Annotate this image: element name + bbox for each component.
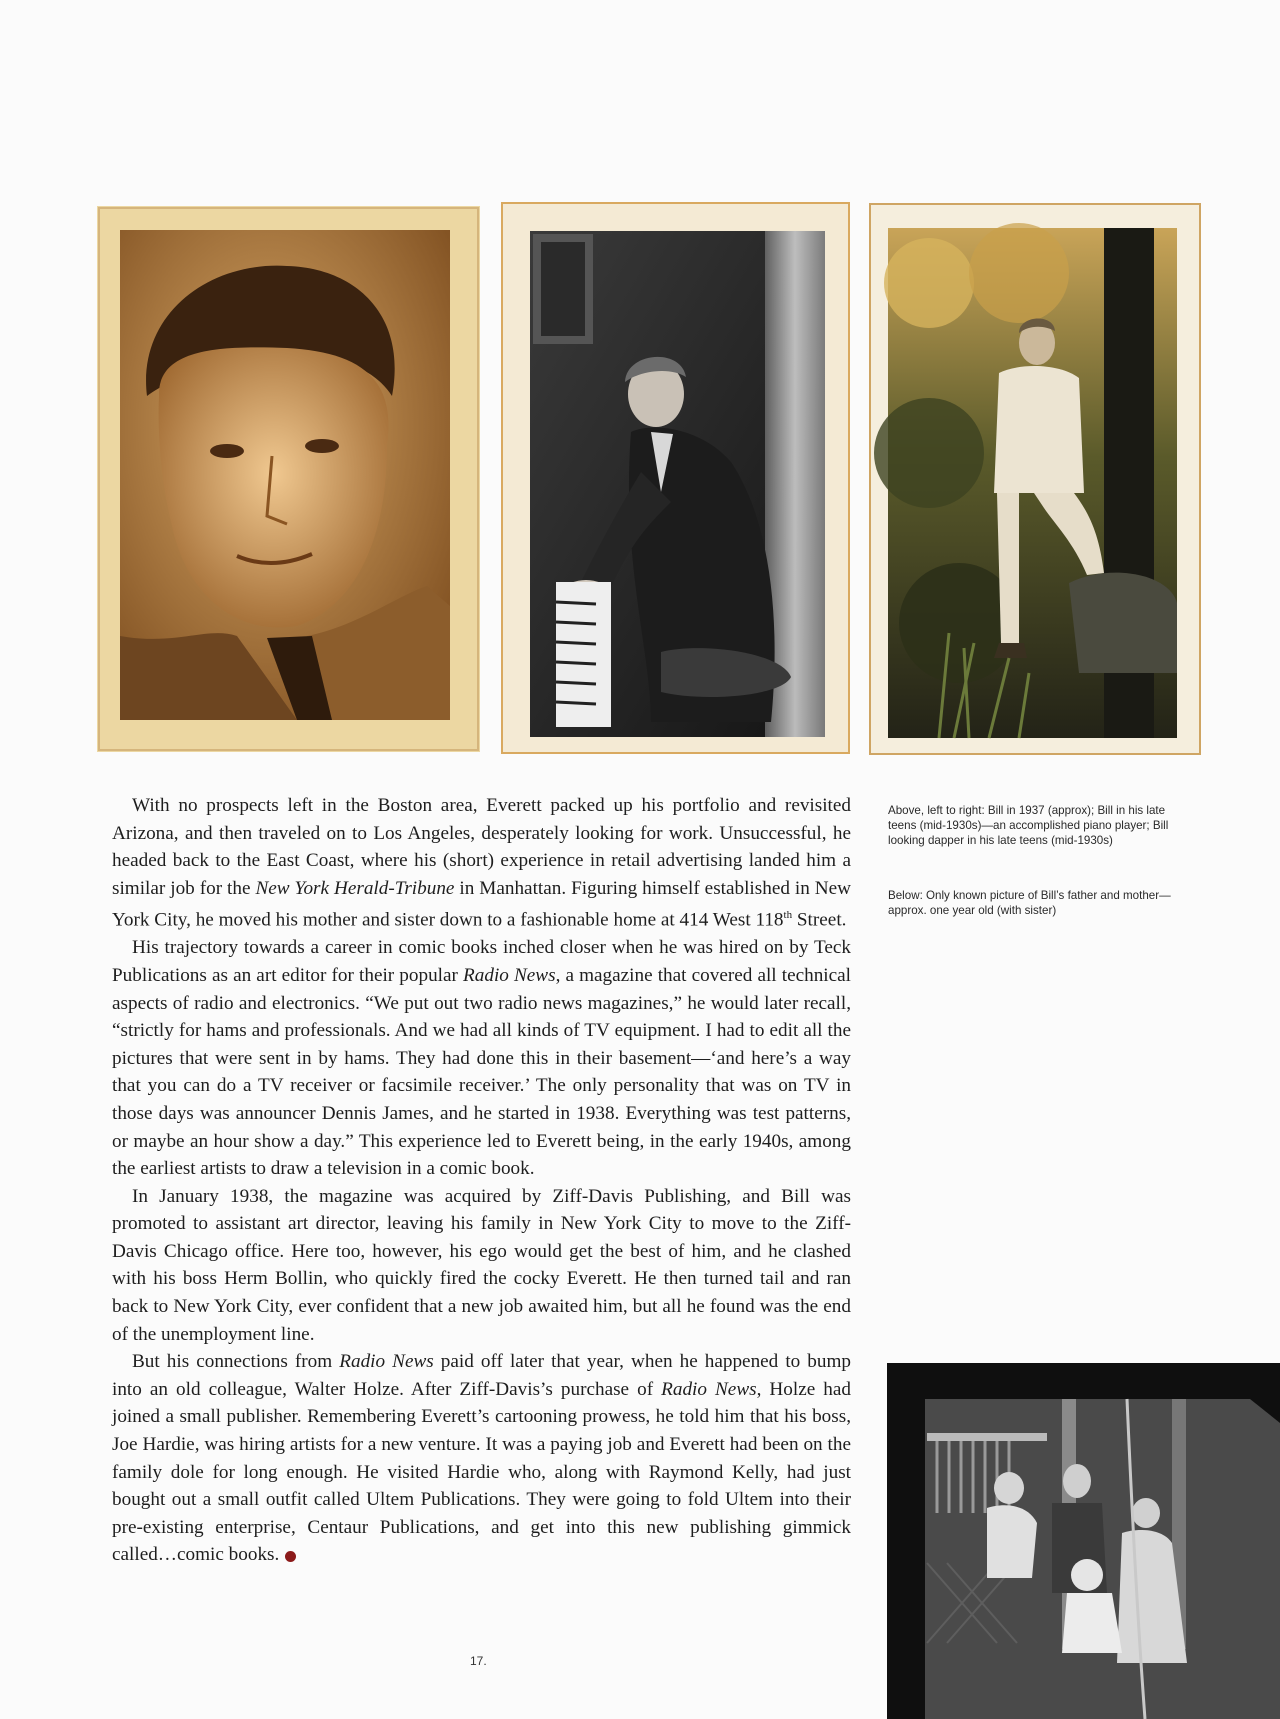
paragraph-2: His trajectory towards a career in comic books inched closer when he was hired on by Teck Publications as an art editor for their popular Radio News, a magazine that covered all technical aspects of radio and electronics. “We put out two radio news magazines,” he would later recall, “strictly for hams and professionals. And we had all kinds of TV equipment. I had to edit all the pictures that were sent in by hams. They had done this in their basement—‘and here’s a way that you can do a TV receiver or facsimile receiver.’ The only personality that was on TV in those days was announcer Dennis James, and he started in 1938. Everything was test patterns, or maybe an hour show a day.” This experience led to Everett being, in the early 1940s, among the earliest artists to draw a television in a comic book. [112, 937, 851, 1180]
caption-above: Above, left to right: Bill in 1937 (approx); Bill in his late teens (mid-1930s)—an accomplished piano player; Bill looking dapper in his late teens (mid-1930s) [888, 804, 1169, 848]
article-body [112, 792, 851, 1569]
caption-below: Below: Only known picture of Bill’s father and mother—approx. one year old (with sister) [888, 889, 1171, 918]
page-number: 17. [470, 1654, 487, 1668]
paragraph-4: But his connections from Radio News paid off later that year, when he happened to bump into an old colleague, Walter Holze. After Ziff-Davis’s purchase of Radio News, Holze had joined a small publisher. Remembering Everett’s cartooning prowess, he told him that his boss, Joe Hardie, was hiring artists for a new venture. It was a paying job and Everett had been on the family dole for long enough. He visited Hardie who, along with Raymond Kelly, had just bought out a small outfit called Ultem Publications. They were going to fold Ultem into their pre-existing enterprise, Centaur Publications, and get into this new publishing gimmick called…comic books. [112, 1351, 852, 1566]
paragraph-1: With no prospects left in the Boston area, Everett packed up his portfolio and revisited Arizona, and then traveled on to Los Angeles, desperately looking for work. Unsuccessful, he headed back to the East Coast, where his (short) experience in retail advertising landed him a similar job for the New York Herald-Tribune in Manhattan. Figuring himself established in New York City, he moved his mother and sister down to a fashionable home at 414 West 118th Street. [112, 795, 852, 931]
end-mark-icon [285, 1551, 296, 1562]
photo-family [887, 1363, 1280, 1719]
paragraph-3: In January 1938, the magazine was acquired by Ziff-Davis Publishing, and Bill was promoted to assistant art director, leaving his family in New York City to move to the Ziff-Davis Chicago office. Here too, however, his ego would get the best of him, and he clashed with his boss Herm Bollin, who quickly fired the cocky Everett. He then turned tail and ran back to New York City, ever confident that a new job awaited him, but all he found was the end of the unemployment line. [112, 1185, 851, 1345]
photo-portrait-1937 [97, 206, 480, 752]
photo-piano-player [501, 202, 850, 754]
photo-white-suit [869, 203, 1201, 755]
